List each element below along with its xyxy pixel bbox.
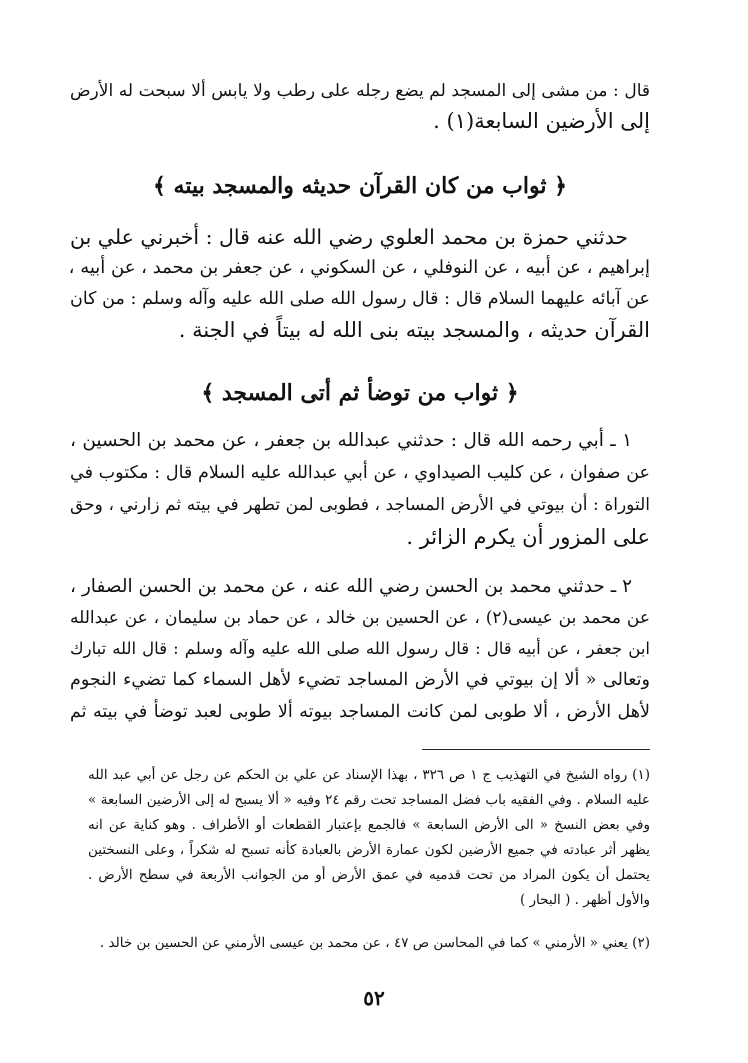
section1-line-3: عن آبائه عليهما السلام قال : قال رسول الله صلى الله عليه وآله وسلم : من كان: [70, 289, 650, 309]
section2-para1-line-2: عن صفوان ، عن كليب الصيداوي ، عن أبي عبدالله عليه السلام قال : مكتوب في: [70, 463, 650, 483]
page-number: ٥٢: [363, 986, 385, 1010]
footnote-separator: [422, 749, 650, 750]
section2-para2-line-5: لأهل الأرض ، ألا طوبى لمن كانت المساجد بيوته ألا طوبى لعبد توضأ في بيته ثم: [70, 702, 650, 722]
footnote-1-line-5: يحتمل أن يكون المراد من تحت قدميه في عمق الأرض أو من الجوانب الأربعة في سطح الأرض .: [88, 867, 650, 883]
intro-line-1: قال : من مشى إلى المسجد لم يضع رجله على رطب ولا يابس ألا سبحت له الأرض: [70, 81, 650, 101]
intro-line-2: إلى الأرضين السابعة(١) .: [433, 109, 650, 133]
footnote-1-line-6: والأول أظهر . ( البحار ): [519, 892, 650, 908]
footnote-1-line-4: يظهر أثر عبادته في جميع الأرضين لكون عمارة الأرض بالعبادة كأنه تسبح له شكراً ، وعلى النسختين: [88, 842, 650, 858]
section2-heading: ﴿ ثواب من توضأ ثم أتى المسجد ﴾: [201, 380, 519, 406]
section2-para1-line-4: على المزور أن يكرم الزائر .: [406, 525, 650, 549]
section2-para1-line-3: التوراة : أن بيوتي في الأرض المساجد ، فطوبى لمن تطهر في بيته ثم زارني ، وحق: [70, 495, 650, 515]
section2-para2-line-1: ٢ ـ حدثني محمد بن الحسن رضي الله عنه ، عن محمد بن الحسن الصفار ،: [70, 576, 632, 597]
section2-para2-line-4: وتعالى « ألا إن بيوتي في الأرض المساجد تضيء لأهل السماء كما تضيء النجوم: [70, 670, 650, 690]
section2-para2-line-2: عن محمد بن عيسى(٢) ، عن الحسين بن خالد ، عن حماد بن سليمان ، عن عبدالله: [70, 608, 650, 628]
section2-para1-line-1: ١ ـ أبي رحمه الله قال : حدثني عبدالله بن جعفر ، عن محمد بن الحسين ،: [70, 430, 632, 451]
section1-heading: ﴿ ثواب من كان القرآن حديثه والمسجد بيته ﴾: [152, 173, 567, 199]
section1-line-1: حدثني حمزة بن محمد العلوي رضي الله عنه قال : أخبرني علي بن: [69, 225, 628, 249]
section1-line-2: إبراهيم ، عن أبيه ، عن النوفلي ، عن السكوني ، عن جعفر بن محمد ، عن أبيه ،: [68, 257, 650, 278]
footnote-1-line-2: عليه السلام . وفي الفقيه باب فضل المساجد تحت رقم ٢٤ وفيه « ألا يسبح له إلى الأرضين السابعة »: [88, 792, 650, 808]
footnote-1-line-1: (١) رواه الشيخ في التهذيب ج ١ ص ٣٢٦ ، بهذا الإسناد عن علي بن الحكم عن رجل عن أبي عبد الله: [88, 767, 650, 783]
footnote-1-line-3: وفي بعض النسخ « الى الأرض السابعة » فالجمع بإعتبار القطعات أو الأطراف . وهو كناية عن انه: [88, 817, 650, 833]
footnote-2: (٢) يعني « الأرمني » كما في المحاسن ص ٤٧ ، عن محمد بن عيسى الأرمني عن الحسين بن خالد .: [99, 935, 650, 951]
section1-line-4: القرآن حديثه ، والمسجد بيته بنى الله له بيتاً في الجنة .: [178, 318, 650, 342]
section2-para2-line-3: ابن جعفر ، عن أبيه قال : قال رسول الله صلى الله عليه وآله وسلم : قال الله تبارك: [70, 639, 650, 658]
